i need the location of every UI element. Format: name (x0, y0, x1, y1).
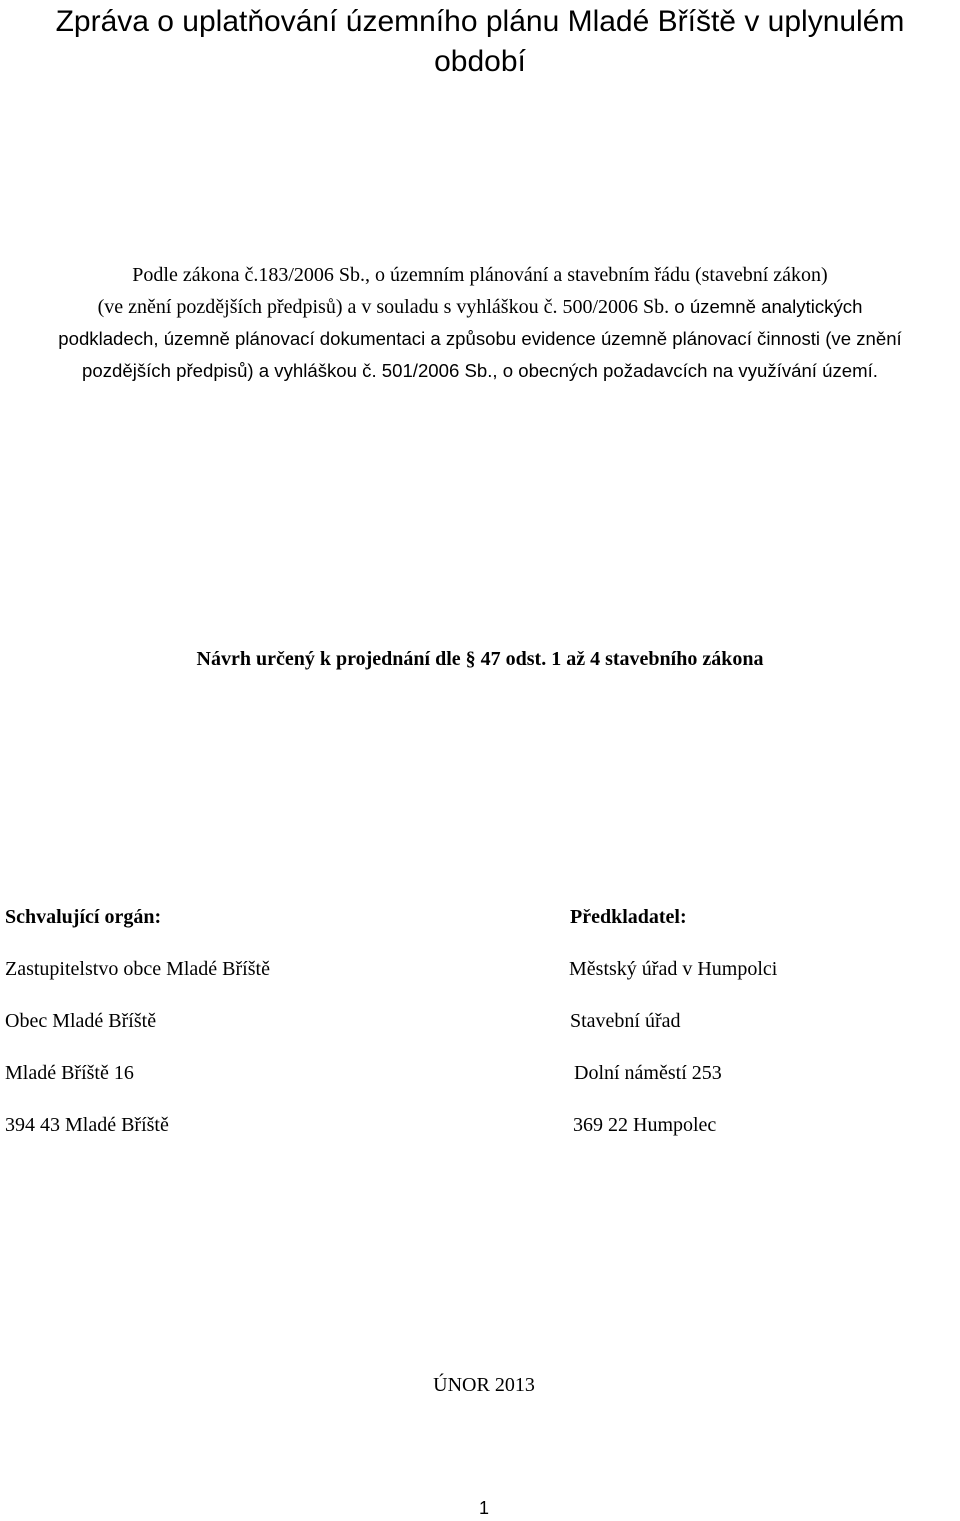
legal-basis-line-2-sans: o územně analytických (669, 296, 863, 317)
submitter-department: Stavební úřad (570, 1010, 681, 1032)
submitter-street: Dolní náměstí 253 (574, 1062, 722, 1084)
approving-body-postcode: 394 43 Mladé Bříště (5, 1114, 169, 1136)
submitter-name: Městský úřad v Humpolci (569, 958, 778, 980)
document-date: ÚNOR 2013 (433, 1374, 535, 1396)
legal-basis-line-4-b: , o obecných požadavcích na využívání území. (492, 360, 878, 381)
draft-note: Návrh určený k projednání dle § 47 odst. 1 až 4 stavebního zákona (196, 648, 764, 670)
legal-basis-line-4 (0, 354, 960, 388)
legal-basis-line-1: Podle zákona č.183/2006 Sb., o územním plánování a stavebním řádu (stavební zákon) (132, 264, 828, 286)
approving-body-name: Zastupitelstvo obce Mladé Bříště (5, 958, 270, 980)
submitter-postcode: 369 22 Humpolec (573, 1114, 717, 1136)
approving-body-street: Mladé Bříště 16 (5, 1062, 134, 1084)
legal-basis-line-2-serif: (ve znění pozdějších předpisů) a v souladu s vyhláškou č. 500/2006 Sb. (97, 296, 670, 318)
legal-basis-line-2 (0, 290, 960, 324)
document-title-line-2: období (434, 45, 526, 78)
submitter-heading: Předkladatel: (570, 906, 687, 928)
approving-body-heading: Schvalující orgán: (5, 906, 162, 928)
legal-basis-line-4-a: pozdějších předpisů) a vyhláškou č. 501/2006 Sb. (82, 360, 493, 381)
legal-basis-line-3: podkladech, územně plánovací dokumentaci a způsobu evidence územně plánovací činnosti (ve znění (58, 328, 902, 349)
page-number: 1 (478, 1498, 489, 1518)
document-title-line-1: Zpráva o uplatňování územního plánu Mladé Bříště v uplynulém (55, 5, 905, 38)
approving-body-office: Obec Mladé Bříště (5, 1010, 157, 1032)
